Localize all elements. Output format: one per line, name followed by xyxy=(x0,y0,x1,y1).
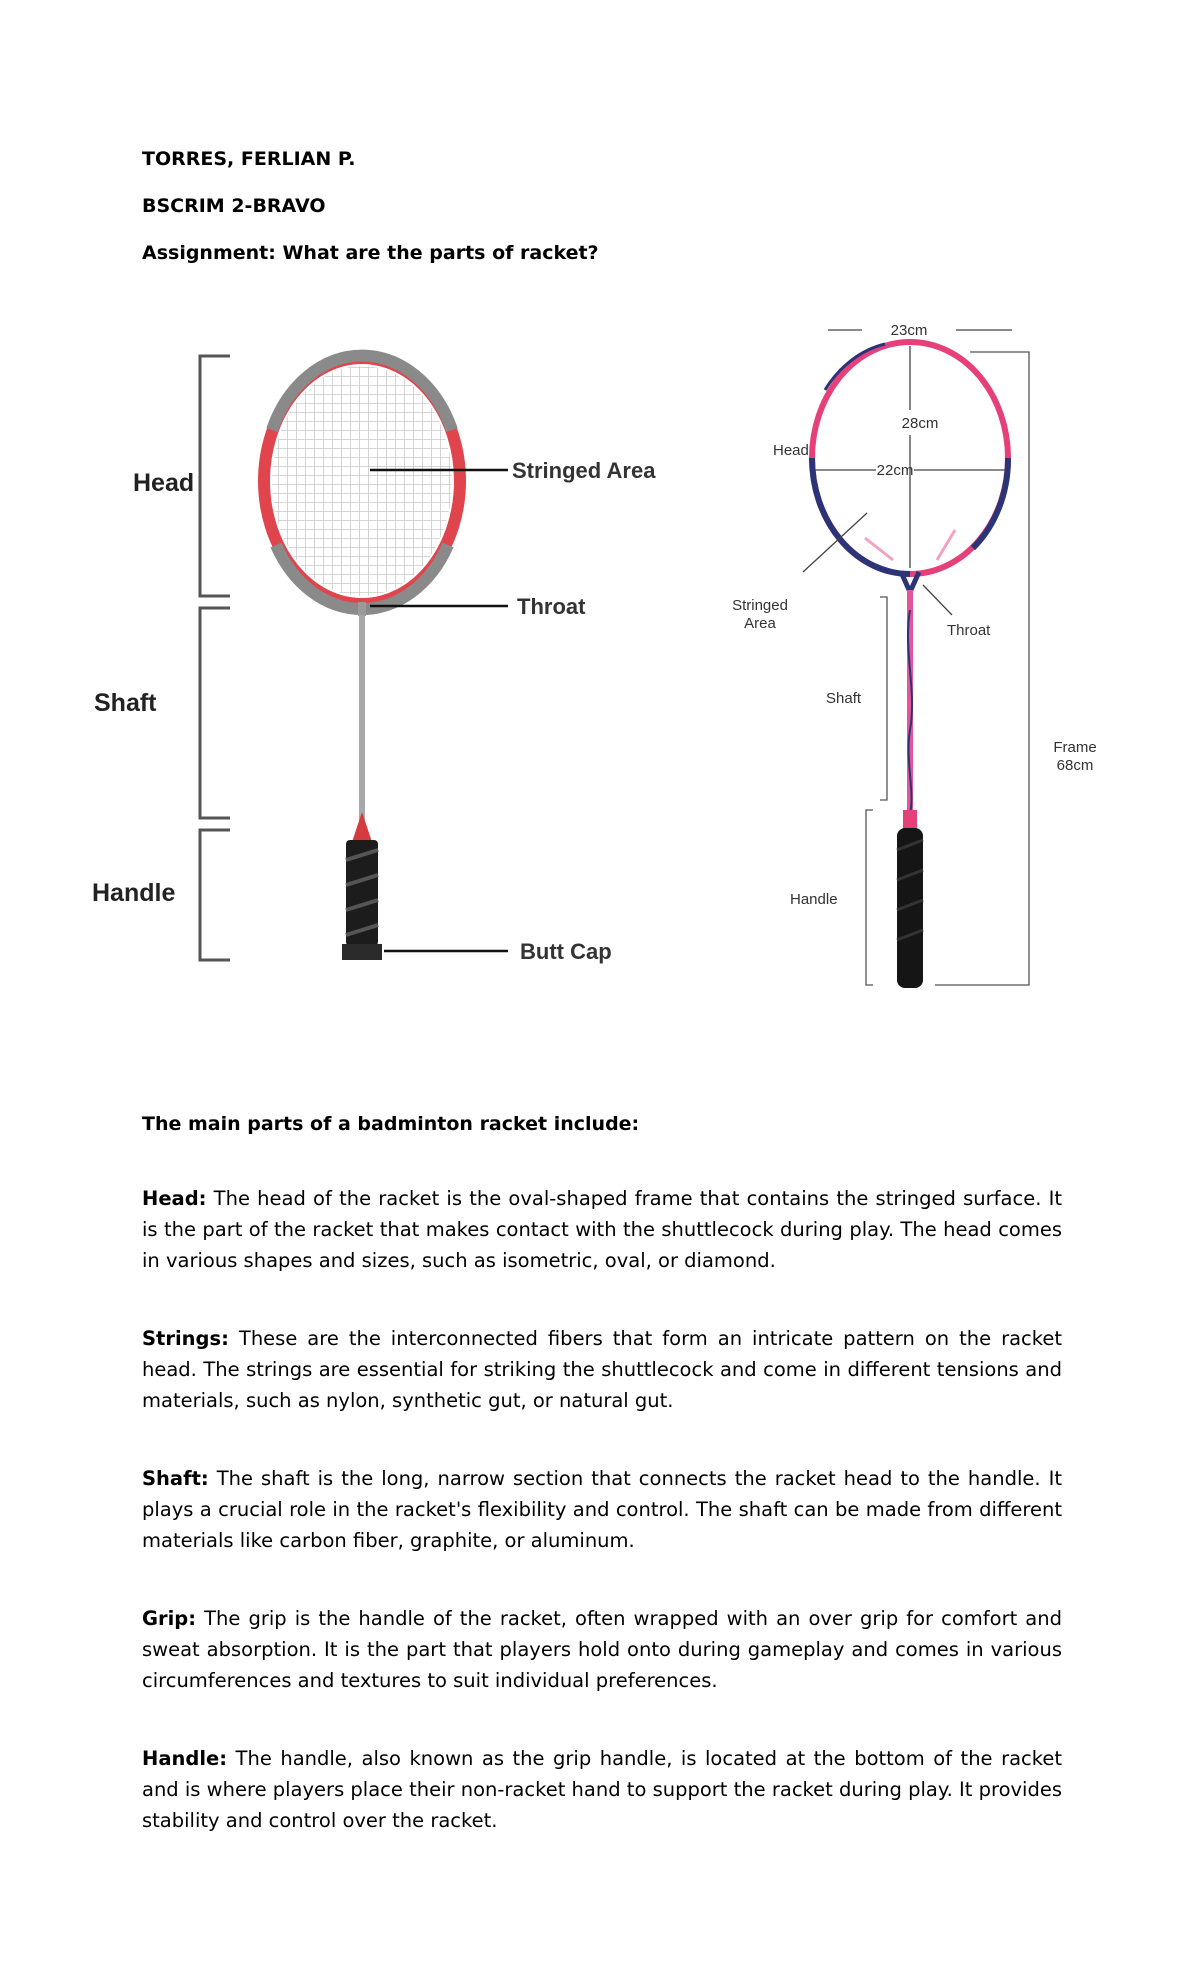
throat xyxy=(358,602,366,616)
shaft-label: Shaft xyxy=(826,690,862,707)
text-handle: The handle, also known as the grip handle, is located at the bottom of the racket and is where players place their non-racket hand to support the racket during play. It provides stability and control over the racket. xyxy=(142,1747,1062,1832)
stringed-area-label-line1: Stringed xyxy=(732,597,788,614)
paragraph-handle xyxy=(142,1743,1062,1836)
text-strings: These are the interconnected fibers that form an intricate pattern on the racket head. The strings are essential for striking the shuttlecock and come in different tensions and materials, such as nylon, synthetic gut, or natural gut. xyxy=(142,1327,1062,1412)
head-length-dimension: 28cm xyxy=(901,415,939,432)
frame-bracket xyxy=(935,352,1029,985)
paragraph-head xyxy=(142,1183,1062,1276)
head-label: Head xyxy=(773,442,809,459)
stringed-area xyxy=(272,366,452,596)
width-dimension: 23cm xyxy=(890,322,928,339)
head-width-dimension: 22cm xyxy=(876,462,914,479)
handle-bracket xyxy=(866,810,873,985)
term-shaft: Shaft: xyxy=(142,1467,209,1490)
paragraph-strings xyxy=(142,1323,1062,1416)
term-grip: Grip: xyxy=(142,1607,197,1630)
racket-dimensions-diagram xyxy=(715,310,1135,1000)
assignment-title: Assignment: What are the parts of racket? xyxy=(142,242,599,264)
shaft-bracket xyxy=(880,597,887,800)
term-head: Head: xyxy=(142,1187,207,1210)
text-head: The head of the racket is the oval-shaped frame that contains the stringed surface. It is the part of the racket that makes contact with the shuttlecock during play. The head comes in various shapes and sizes, such as isometric, oval, or diamond. xyxy=(142,1187,1062,1272)
head-label: Head xyxy=(133,469,195,497)
stringed-area-label: Stringed Area xyxy=(512,458,656,483)
stringed-area-label-line2: Area xyxy=(744,615,776,632)
paragraph-grip xyxy=(142,1603,1062,1696)
handle-label: Handle xyxy=(790,891,838,908)
intro-heading: The main parts of a badminton racket include: xyxy=(142,1113,640,1135)
term-handle: Handle: xyxy=(142,1747,228,1770)
text-shaft: The shaft is the long, narrow section that connects the racket head to the handle. It plays a crucial role in the racket's flexibility and control. The shaft can be made from different materials like carbon fiber, graphite, or aluminum. xyxy=(142,1467,1062,1552)
head-bracket xyxy=(200,356,230,596)
shaft xyxy=(359,615,365,830)
term-strings: Strings: xyxy=(142,1327,229,1350)
racket-parts-diagram xyxy=(80,340,680,980)
handle-cone xyxy=(352,812,372,842)
shaft-label: Shaft xyxy=(94,689,157,717)
course-section: BSCRIM 2-BRAVO xyxy=(142,195,326,217)
student-name: TORRES, FERLIAN P. xyxy=(142,148,356,170)
text-grip: The grip is the handle of the racket, often wrapped with an over grip for comfort and sweat absorption. It is the part that players hold onto during gameplay and comes in various circumferences and textures to suit individual preferences. xyxy=(142,1607,1062,1692)
butt-cap xyxy=(342,944,382,960)
handle-label: Handle xyxy=(92,879,176,907)
throat-label: Throat xyxy=(947,622,991,639)
throat-label: Throat xyxy=(517,594,586,619)
frame-label-line1: Frame xyxy=(1053,739,1097,756)
frame-label-line2: 68cm xyxy=(1056,757,1094,774)
shaft-bracket xyxy=(200,608,230,818)
butt-cap-label: Butt Cap xyxy=(520,939,612,964)
paragraph-shaft xyxy=(142,1463,1062,1556)
handle-bracket xyxy=(200,830,230,960)
